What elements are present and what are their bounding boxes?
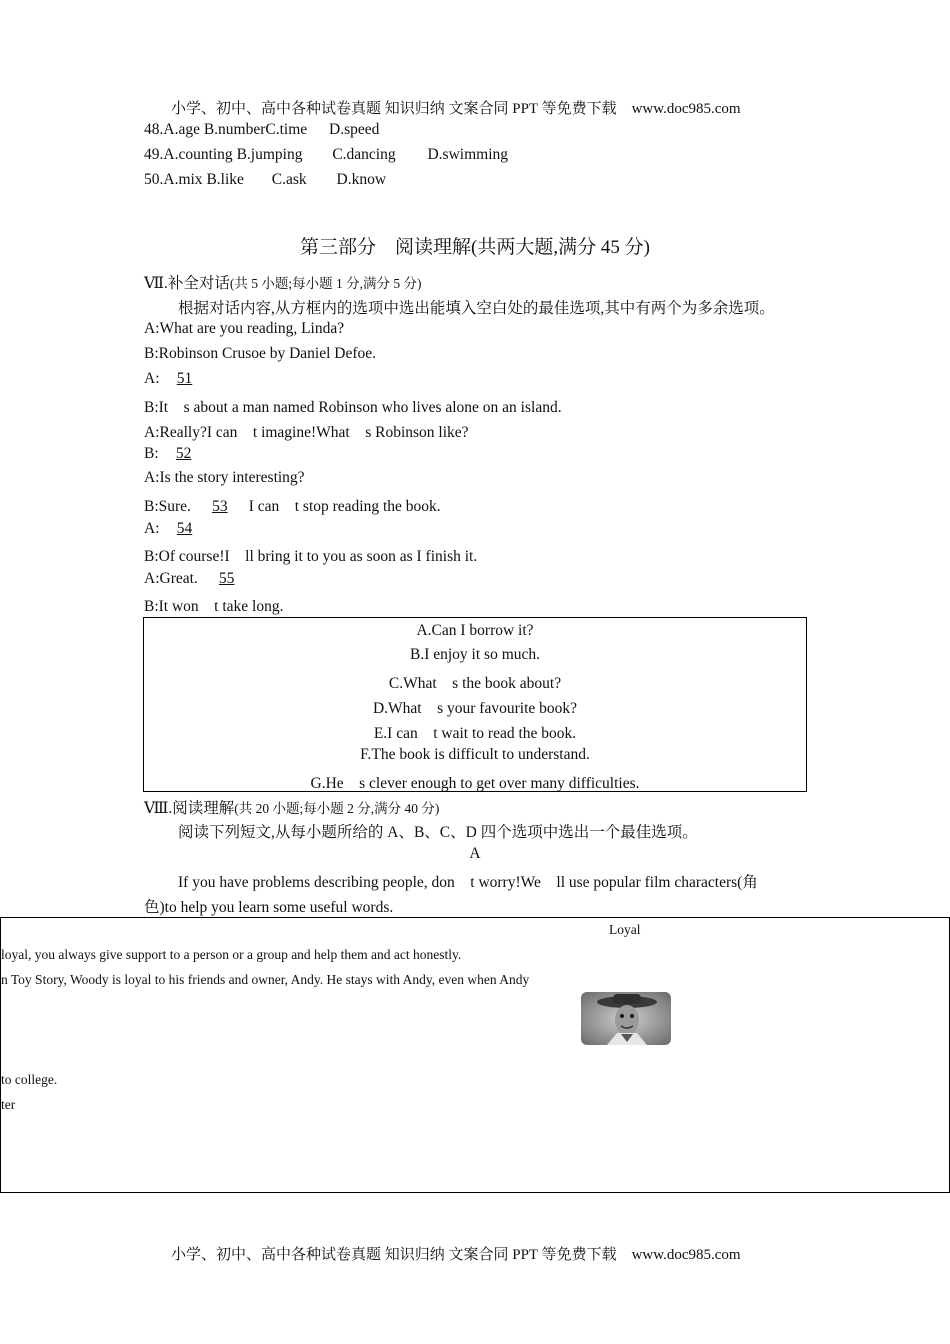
option-b: B.jumping bbox=[236, 146, 303, 163]
dialogue-line: B:It won t take long. bbox=[144, 598, 284, 615]
dialogue-line: B:Sure. 53 I can t stop reading the book. bbox=[144, 498, 441, 515]
dialogue-line: A:Really?I can t imagine!What s Robinson like? bbox=[144, 424, 469, 441]
cloze-option-row-50 bbox=[144, 171, 386, 189]
blank-54: 54 bbox=[176, 520, 193, 537]
option-b: B.like bbox=[206, 171, 244, 188]
section-heading-text: Ⅷ.阅读理解 bbox=[144, 800, 235, 817]
blank-53: 53 bbox=[212, 498, 228, 515]
section-heading-note: (共 5 小题;每小题 1 分,满分 5 分) bbox=[229, 276, 422, 291]
character-text-line: n Toy Story, Woody is loyal to his friends and owner, Andy. He stays with Andy, even when Andy bbox=[1, 972, 530, 987]
blank-55: 55 bbox=[218, 570, 235, 587]
dialogue-line: A:Great. 55 bbox=[144, 570, 252, 588]
option-b: B.number bbox=[203, 121, 266, 138]
option-item: G.He s clever enough to get over many difficulties. bbox=[310, 775, 640, 792]
option-item: C.What s the book about? bbox=[388, 675, 562, 692]
page-footer: 小学、初中、高中各种试卷真题 知识归纳 文案合同 PPT 等免费下载 www.doc985.com bbox=[171, 1247, 741, 1263]
passage-intro-line: 色)to help you learn some useful words. bbox=[144, 899, 394, 916]
option-item: B.I enjoy it so much. bbox=[409, 646, 541, 663]
page-header: 小学、初中、高中各种试卷真题 知识归纳 文案合同 PPT 等免费下载 www.doc985.com bbox=[171, 101, 741, 117]
options-box bbox=[143, 617, 807, 792]
section-heading bbox=[144, 271, 422, 293]
question-number: 50. bbox=[144, 171, 164, 188]
dialogue-line: B:Robinson Crusoe by Daniel Defoe. bbox=[144, 345, 377, 362]
passage-label: A bbox=[469, 845, 481, 862]
section-instruction: 根据对话内容,从方框内的选项中选出能填入空白处的最佳选项,其中有两个为多余选项。 bbox=[178, 300, 775, 317]
character-text-line: ter bbox=[1, 1097, 16, 1112]
character-word: Loyal bbox=[609, 922, 641, 937]
option-item: E.I can t wait to read the book. bbox=[373, 725, 577, 742]
passage-intro-line: If you have problems describing people, don t worry!We ll use popular film characters(角 bbox=[178, 874, 758, 891]
option-a: A.mix bbox=[163, 171, 203, 188]
option-c: C.ask bbox=[271, 171, 307, 188]
dialogue-line: B:Of course!I ll bring it to you as soon as I finish it. bbox=[144, 548, 478, 565]
option-d: D.swimming bbox=[427, 146, 509, 163]
dialogue-line: A:Is the story interesting? bbox=[144, 469, 305, 486]
woody-portrait-icon bbox=[581, 992, 671, 1045]
dialogue-line: A: 54 bbox=[144, 520, 210, 538]
cloze-option-row-49 bbox=[144, 146, 508, 164]
option-a: A.age bbox=[163, 121, 200, 138]
option-c: C.time bbox=[265, 121, 308, 138]
option-d: D.speed bbox=[329, 121, 380, 138]
question-number: 48. bbox=[144, 121, 164, 138]
character-text-line: to college. bbox=[1, 1072, 58, 1087]
section-instruction: 阅读下列短文,从每小题所给的 A、B、C、D 四个选项中选出一个最佳选项。 bbox=[178, 824, 698, 841]
question-number: 49. bbox=[144, 146, 164, 163]
blank-51: 51 bbox=[176, 370, 193, 387]
cloze-option-row-48 bbox=[144, 121, 379, 139]
blank-52: 52 bbox=[175, 445, 192, 462]
section-heading-note: (共 20 小题;每小题 2 分,满分 40 分) bbox=[234, 801, 440, 816]
dialogue-line: B: 52 bbox=[144, 445, 209, 463]
option-item: D.What s your favourite book? bbox=[372, 700, 578, 717]
option-item: F.The book is difficult to understand. bbox=[360, 746, 590, 763]
dialogue-line: A: 51 bbox=[144, 370, 210, 388]
dialogue-line: B:It s about a man named Robinson who lives alone on an island. bbox=[144, 399, 562, 416]
character-text-line: loyal, you always give support to a person or a group and help them and act honestly. bbox=[1, 947, 462, 962]
section-heading bbox=[144, 796, 439, 818]
part-title: 第三部分 阅读理解(共两大题,满分 45 分) bbox=[300, 237, 650, 258]
dialogue-line: A:What are you reading, Linda? bbox=[144, 320, 345, 337]
option-c: C.dancing bbox=[332, 146, 396, 163]
character-box bbox=[0, 917, 950, 1193]
section-heading-text: Ⅶ.补全对话 bbox=[144, 275, 230, 292]
option-item: A.Can I borrow it? bbox=[416, 622, 534, 639]
option-d: D.know bbox=[336, 171, 387, 188]
option-a: A.counting bbox=[163, 146, 233, 163]
